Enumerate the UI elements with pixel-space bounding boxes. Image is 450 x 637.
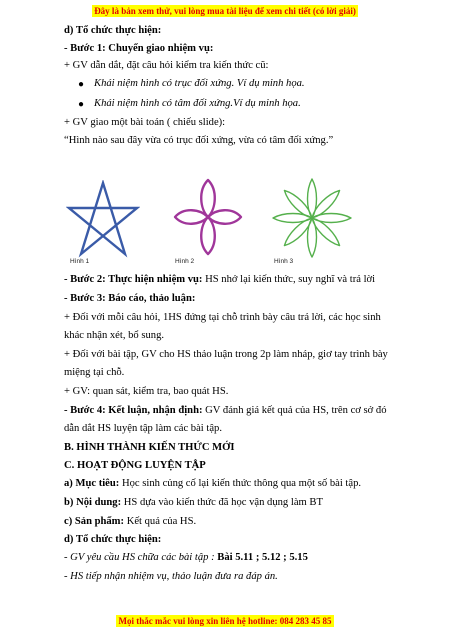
figure-caption: Hình 3 — [274, 258, 294, 265]
bullet-item: Khái niệm hình có tâm đối xứng.Ví dụ minh họa. — [94, 98, 301, 109]
petal-shape — [309, 215, 343, 249]
bullet-icon: ● — [78, 79, 85, 90]
bullet-item: Khái niệm hình có trục đối xứng. Ví dụ minh họa. — [94, 78, 305, 89]
petal-shape — [201, 217, 215, 254]
step-1-heading: - Bước 1: Chuyển giao nhiệm vụ: — [64, 43, 214, 54]
petal-shape — [281, 187, 315, 221]
product-line: c) Sản phẩm: Kết quả của HS. — [64, 516, 197, 527]
preview-banner: Đây là bản xem thử, vui lòng mua tài liệu để xem chi tiết (có lời giải) — [94, 6, 356, 16]
paragraph: + GV giao một bài toán ( chiếu slide): — [64, 117, 226, 128]
petal-shape — [308, 218, 317, 257]
paragraph: + GV: quan sát, kiểm tra, bao quát HS. — [64, 386, 229, 397]
paragraph: + Đối với mỗi câu hỏi, 1HS đứng tại chỗ trình bày câu trả lời, các học sinh — [64, 312, 381, 323]
star-figure — [66, 180, 140, 260]
flower-figure — [172, 176, 244, 260]
heading-b: B. HÌNH THÀNH KIẾN THỨC MỚI — [64, 442, 235, 453]
section-heading-d: d) Tổ chức thực hiện: — [64, 534, 162, 545]
petal-shape — [201, 180, 215, 217]
petal-shape — [308, 179, 317, 218]
petal-shape — [273, 214, 312, 223]
hotline-banner: Mọi thắc mắc vui lòng xin liên hệ hotline: 084 283 45 85 — [118, 616, 332, 626]
section-heading-d: d) Tổ chức thực hiện: — [64, 25, 162, 36]
petal-shape — [281, 215, 315, 249]
paragraph: + GV dẫn dắt, đặt câu hỏi kiểm tra kiến thức cũ: — [64, 60, 269, 71]
petal-shape — [309, 187, 343, 221]
pentagram-shape — [69, 183, 137, 254]
step-3-heading: - Bước 3: Báo cáo, thảo luận: — [64, 293, 196, 304]
paragraph: dẫn dắt HS luyện tập làm các bài tập. — [64, 423, 222, 434]
paragraph: - HS tiếp nhận nhiệm vụ, thảo luận đưa ra đáp án. — [64, 571, 278, 582]
step-2-paragraph: - Bước 2: Thực hiện nhiệm vụ: HS nhớ lại kiến thức, suy nghĩ và trả lời — [64, 274, 376, 285]
content-line: b) Nội dung: HS dựa vào kiến thức đã học vận dụng làm BT — [64, 497, 323, 508]
objective-line: a) Mục tiêu: Học sinh củng cố lại kiến thức thông qua một số bài tập. — [64, 478, 362, 489]
petal-shape — [312, 214, 351, 223]
petal-shape — [175, 210, 208, 224]
figure-caption: Hình 1 — [70, 258, 90, 265]
heading-c: C. HOẠT ĐỘNG LUYỆN TẬP — [64, 460, 206, 471]
paragraph: + Đối với bài tập, GV cho HS thảo luận trong 2p làm nháp, giơ tay trình bày — [64, 349, 388, 360]
paragraph: khác nhận xét, bổ sung. — [64, 330, 165, 341]
paragraph: miệng tại chỗ. — [64, 367, 125, 378]
petal-shape — [208, 210, 241, 224]
step-4-paragraph: - Bước 4: Kết luận, nhận định: GV đánh giá kết quả của HS, trên cơ sở đó — [64, 405, 387, 416]
bullet-icon: ● — [78, 99, 85, 110]
assignment-line: - GV yêu cầu HS chữa các bài tập : Bài 5.11 ; 5.12 ; 5.15 — [64, 552, 308, 563]
rosette-figure — [270, 176, 354, 260]
question-text: “Hình nào sau đây vừa có trục đối xứng, vừa có tâm đối xứng.” — [64, 135, 334, 146]
figure-caption: Hình 2 — [175, 258, 195, 265]
